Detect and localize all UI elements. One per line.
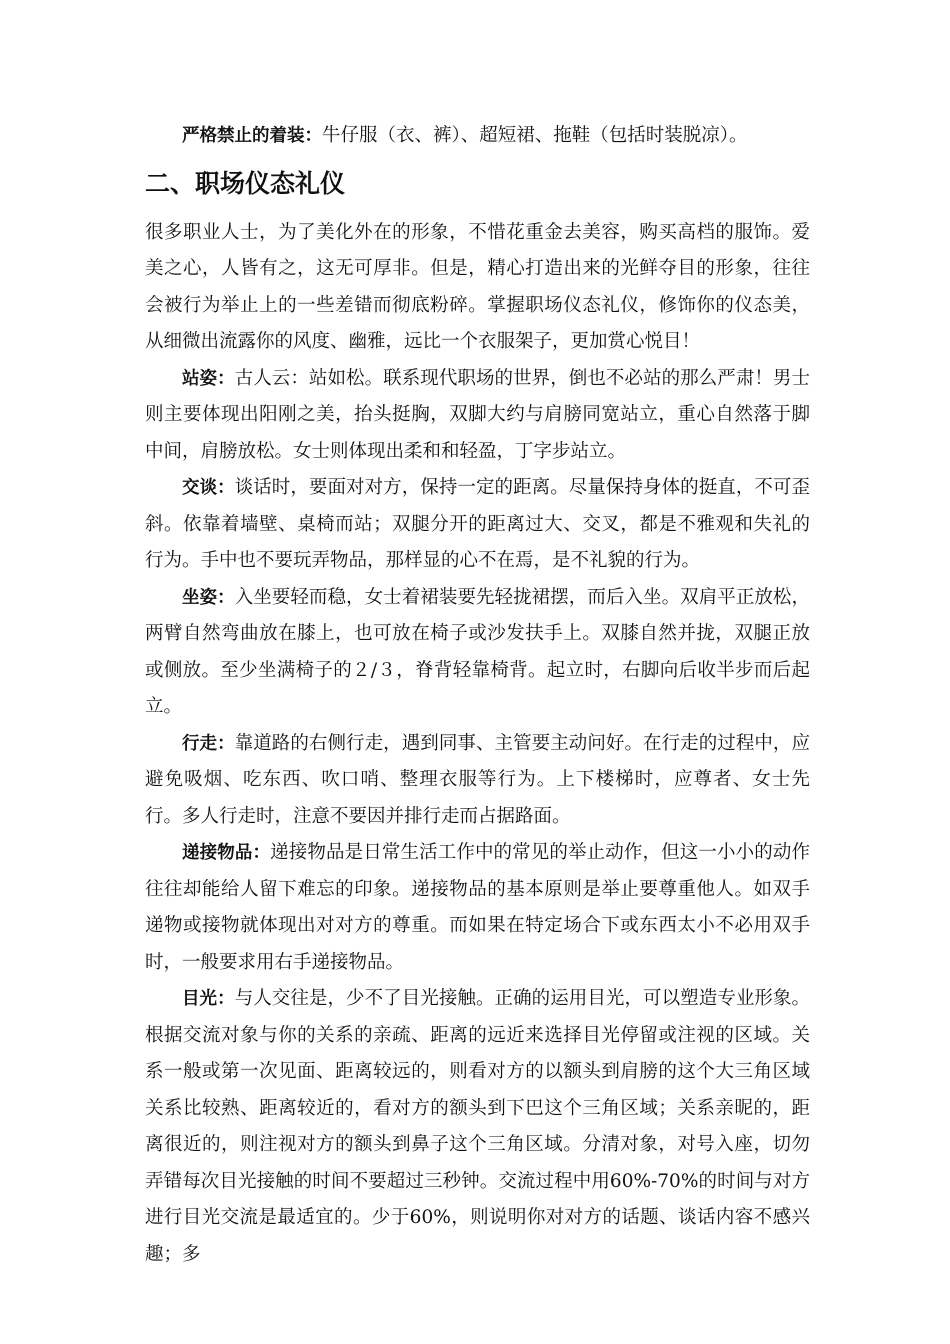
item-eye-contact-term: 目光： <box>182 989 235 1009</box>
item-sitting-text: 入坐要轻而稳，女士着裙装要先轻拢裙摆，而后入坐。双肩平正放松，两臂自然弯曲放在膝上，也可放在椅子或沙发扶手上。双膝自然并拢，双腿正放或侧放。至少坐满椅子的２/３，脊背轻靠椅背。起立时，右脚向后收半步而后起立。 <box>145 586 810 717</box>
item-eye-contact-text: 与人交往是，少不了目光接触。正确的运用目光，可以塑造专业形象。根据交流对象与你的关系的亲疏、距离的远近来选择目光停留或注视的区域。关系一般或第一次见面、距离较远的，则看对方的以额头到肩膀的这个大三角区域关系比较熟、距离较近的，看对方的额头到下巴这个三角区域；关系亲昵的，距离很近的，则注视对方的额头到鼻子这个三角区域。分清对象，对号入座，切勿弄错每次目光接触的时间不要超过三秒钟。交流过程中用60%-70%的时间与对方进行目光交流是最适宜的。少于60%，则说明你对对方的话题、谈话内容不感兴趣；多 <box>145 988 810 1265</box>
dress-code-text: 牛仔服（衣、裤）、超短裙、拖鞋（包括时装脱凉）。 <box>322 125 748 146</box>
item-standing-term: 站姿： <box>182 368 235 389</box>
section-heading: 二、职场仪态礼仪 <box>145 168 346 198</box>
item-handing-objects <box>145 835 810 981</box>
item-handing-objects-term: 递接物品： <box>182 843 271 863</box>
item-standing <box>145 361 810 471</box>
item-standing-text: 古人云：站如松。联系现代职场的世界，倒也不必站的那么严肃！男士则主要体现出阳刚之美，抬头挺胸，双脚大约与肩膀同宽站立，重心自然落于脚中间，肩膀放松。女士则体现出柔和和轻盈，丁字步站立。 <box>145 367 810 462</box>
item-walking-term: 行走： <box>182 733 235 754</box>
item-conversation <box>145 470 810 580</box>
item-eye-contact <box>145 981 810 1273</box>
item-conversation-term: 交谈： <box>182 478 235 498</box>
intro-paragraph: 很多职业人士，为了美化外在的形象，不惜花重金去美容，购买高档的服饰。爱美之心，人皆有之，这无可厚非。但是，精心打造出来的光鲜夺目的形象，往往会被行为举止上的一些差错而彻底粉碎。掌握职场仪态礼仪，修饰你的仪态美，从细微出流露你的风度、幽雅，远比一个衣服架子，更加赏心悦目！ <box>145 221 810 352</box>
item-sitting-term: 坐姿： <box>182 587 235 608</box>
dress-code-term: 严格禁止的着装： <box>182 126 322 146</box>
page-content <box>145 118 810 1273</box>
item-handing-objects-text: 递接物品是日常生活工作中的常见的举止动作，但这一小小的动作往往却能给人留下难忘的印象。递接物品的基本原则是举止要尊重他人。如双手递物或接物就体现出对对方的尊重。而如果在特定场合下或东西太小不必用双手时，一般要求用右手递接物品。 <box>145 842 810 973</box>
item-sitting <box>145 580 810 726</box>
item-conversation-text: 谈话时，要面对对方，保持一定的距离。尽量保持身体的挺直，不可歪斜。依靠着墙壁、桌椅而站；双腿分开的距离过大、交叉，都是不雅观和失礼的行为。手中也不要玩弄物品，那样显的心不在焉，是不礼貌的行为。 <box>145 477 810 571</box>
item-walking <box>145 726 810 836</box>
item-walking-text: 靠道路的右侧行走，遇到同事、主管要主动问好。在行走的过程中，应避免吸烟、吃东西、吹口哨、整理衣服等行为。上下楼梯时，应尊者、女士先行。多人行走时，注意不要因并排行走而占据路面。 <box>145 732 810 827</box>
dress-code-line <box>145 118 810 155</box>
